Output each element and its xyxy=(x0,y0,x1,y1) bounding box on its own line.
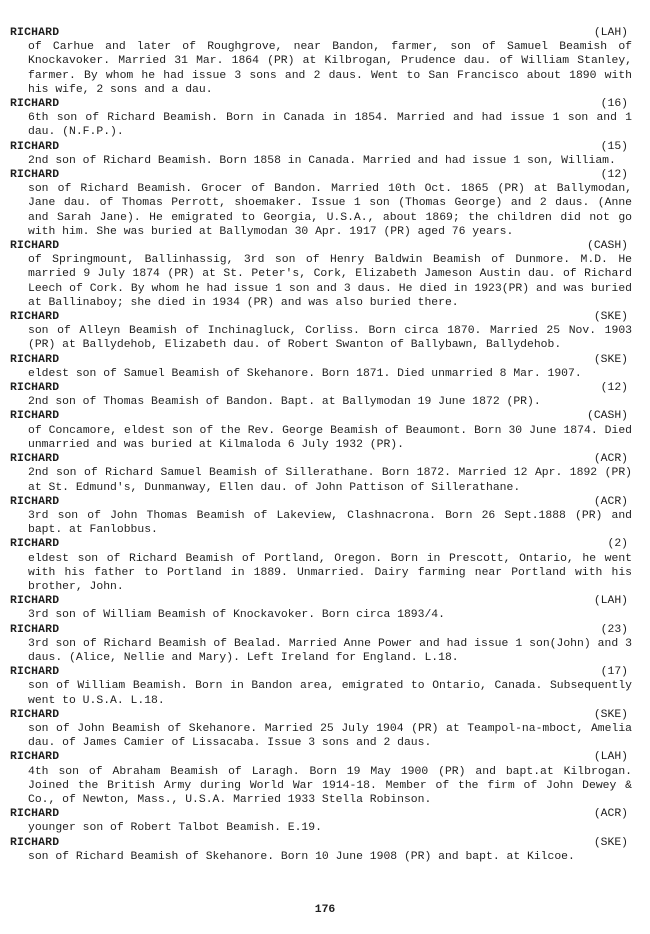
genealogy-entry xyxy=(10,750,632,807)
entry-text: son of Richard Beamish of Skehanore. Born 10 June 1908 (PR) and bapt. at Kilcoe. xyxy=(28,850,575,863)
entry-name: RICHARD xyxy=(10,353,60,366)
entry-name: RICHARD xyxy=(10,311,60,324)
entry-branch-code: (ACR) xyxy=(593,808,628,821)
genealogy-entry xyxy=(10,168,632,239)
entry-text: of Carhue and later of Roughgrove, near Bandon, farmer, son of Samuel Beamish of Knockavoker. Married 31 Mar. 1864 (PR) at Kilbrogan, Prudence dau. of William Stanley, farmer. By whom he had issue 3 sons and 2 daus. Went to San Francisco about 1890 with his wife, 2 sons and a dau. xyxy=(28,41,632,96)
genealogy-entry xyxy=(10,836,632,864)
entry-branch-code: (SKE) xyxy=(593,708,628,721)
entry-text: 2nd son of Thomas Beamish of Bandon. Bapt. at Ballymodan 19 June 1872 (PR). xyxy=(28,396,541,409)
entry-text: son of John Beamish of Skehanore. Married 25 July 1904 (PR) at Teampol-na-mboct, Amelia dau. of James Camier of Lissacaba. Issue 3 sons and 2 daus. xyxy=(28,722,632,750)
entry-heading xyxy=(10,665,632,679)
entry-name: RICHARD xyxy=(10,495,60,508)
entry-branch-code: (CASH) xyxy=(586,240,628,253)
genealogy-entry xyxy=(10,537,632,594)
entry-heading xyxy=(10,140,632,154)
entry-text: 3rd son of Richard Beamish of Bealad. Married Anne Power and had issue 1 son(John) and 3 daus. (Alice, Nellie and Mary). Left Ireland for England. L.18. xyxy=(28,637,632,664)
entry-name: RICHARD xyxy=(10,453,60,466)
entry-text: son of Richard Beamish. Grocer of Bandon. Married 10th Oct. 1865 (PR) at Ballymodan, Jane dau. of Thomas Perrott, shoemaker. Issue 1 son (Thomas George) and 2 daus. (Anne and Sarah Jane). He emigrated to Georgia, U.S.A., about 1869; the children did not go with him. She was buried at Ballymodan 30 Apr. 1917 (PR) aged 76 years. xyxy=(28,183,632,238)
entry-name: RICHARD xyxy=(10,836,60,849)
entry-list xyxy=(10,26,632,864)
entry-branch-code: (SKE) xyxy=(593,836,628,849)
entry-text: of Springmount, Ballinhassig, 3rd son of Henry Baldwin Beamish of Dunmore. M.D. He married 9 July 1874 (PR) at St. Peter's, Cork, Elizabeth Jameson Austin dau. of Richard Leech of Cork. By whom he had issue 1 son and 3 daus. He died in 1923(PR) and was buried at Ballinaboy; she died in 1934 (PR) and was also buried there. xyxy=(28,254,632,309)
entry-branch-code: (LAH) xyxy=(593,27,628,39)
genealogy-entry xyxy=(10,26,632,97)
entry-name: RICHARD xyxy=(10,708,60,721)
entry-text: son of Alleyn Beamish of Inchinagluck, Corliss. Born circa 1870. Married 25 Nov. 1903 (PR) at Ballydehob, Elizabeth dau. of Robert Swanton of Ballybawn, Ballydehob. xyxy=(28,325,632,352)
genealogy-entry xyxy=(10,807,632,835)
entry-name: RICHARD xyxy=(10,751,60,764)
genealogy-entry xyxy=(10,594,632,622)
entry-branch-code: (17) xyxy=(600,666,628,679)
entry-name: RICHARD xyxy=(10,410,60,423)
entry-branch-code: (LAH) xyxy=(593,751,628,764)
entry-heading xyxy=(10,310,632,324)
genealogy-entry xyxy=(10,140,632,168)
entry-text: 2nd son of Richard Beamish. Born 1858 in Canada. Married and had issue 1 son, William. xyxy=(28,154,616,167)
entry-branch-code: (23) xyxy=(600,623,628,636)
genealogy-entry xyxy=(10,353,632,381)
entry-heading xyxy=(10,495,632,509)
entry-heading xyxy=(10,97,632,111)
genealogy-entry xyxy=(10,381,632,409)
entry-text: son of William Beamish. Born in Bandon area, emigrated to Ontario, Canada. Subsequently went to U.S.A. L.18. xyxy=(28,680,632,707)
genealogy-entry xyxy=(10,665,632,708)
entry-name: RICHARD xyxy=(10,382,60,395)
entry-text: younger son of Robert Talbot Beamish. E.19. xyxy=(28,822,322,835)
entry-branch-code: (CASH) xyxy=(586,410,628,423)
entry-branch-code: (ACR) xyxy=(593,453,628,466)
genealogy-entry xyxy=(10,708,632,751)
entry-branch-code: (LAH) xyxy=(593,595,628,608)
page-number: 176 xyxy=(314,904,336,916)
entry-name: RICHARD xyxy=(10,140,60,153)
entry-text: 6th son of Richard Beamish. Born in Canada in 1854. Married and had issue 1 son and 1 dau. (N.F.P.). xyxy=(28,112,632,139)
genealogy-entry xyxy=(10,623,632,666)
entry-heading xyxy=(10,452,632,466)
entry-text: 2nd son of Richard Samuel Beamish of Sillerathane. Born 1872. Married 12 Apr. 1892 (PR) at St. Edmund's, Dunmanway, Ellen dau. of John Pattison of Sillerathane. xyxy=(28,467,632,494)
entry-branch-code: (2) xyxy=(607,538,628,551)
entry-heading xyxy=(10,26,632,40)
genealogy-entry xyxy=(10,452,632,495)
entry-heading xyxy=(10,239,632,253)
entry-heading xyxy=(10,708,632,722)
genealogy-entry xyxy=(10,495,632,538)
entry-text: 4th son of Abraham Beamish of Laragh. Born 19 May 1900 (PR) and bapt.at Kilbrogan. Joined the British Army during World War 1914-18. Member of the firm of John Dewey & Co., of Newton, Mass., U.S.A. Married 1933 Stella Robinson. xyxy=(28,765,632,806)
entry-name: RICHARD xyxy=(10,98,60,111)
entry-text: eldest son of Samuel Beamish of Skehanore. Born 1871. Died unmarried 8 Mar. 1907. xyxy=(28,367,582,380)
entry-heading xyxy=(10,807,632,821)
entry-heading xyxy=(10,750,632,764)
entry-heading xyxy=(10,409,632,423)
entry-name: RICHARD xyxy=(10,240,60,253)
entry-name: RICHARD xyxy=(10,595,60,608)
entry-text: eldest son of Richard Beamish of Portland, Oregon. Born in Prescott, Ontario, he went with his father to Portland in 1889. Unmarried. Dairy farming near Portland with his brother, John. xyxy=(28,552,632,593)
entry-heading xyxy=(10,594,632,608)
entry-heading xyxy=(10,353,632,367)
entry-branch-code: (16) xyxy=(600,98,628,111)
entry-heading xyxy=(10,623,632,637)
entry-heading xyxy=(10,168,632,182)
entry-branch-code: (12) xyxy=(600,169,628,182)
entry-name: RICHARD xyxy=(10,623,60,636)
entry-heading xyxy=(10,836,632,850)
entry-branch-code: (SKE) xyxy=(593,311,628,324)
entry-heading xyxy=(10,537,632,551)
entry-branch-code: (ACR) xyxy=(593,495,628,508)
genealogy-entry xyxy=(10,310,632,353)
entry-name: RICHARD xyxy=(10,808,60,821)
entry-text: of Concamore, eldest son of the Rev. George Beamish of Beaumont. Born 30 June 1874. Died unmarried and was buried at Kilmaloda 6 July 1932 (PR). xyxy=(28,424,632,451)
entry-name: RICHARD xyxy=(10,666,60,679)
entry-text: 3rd son of William Beamish of Knockavoker. Born circa 1893/4. xyxy=(28,609,445,622)
entry-heading xyxy=(10,381,632,395)
genealogy-entry xyxy=(10,239,632,310)
entry-text: 3rd son of John Thomas Beamish of Lakeview, Clashnacrona. Born 26 Sept.1888 (PR) and bapt. at Fanlobbus. xyxy=(28,509,632,537)
entry-branch-code: (12) xyxy=(600,382,628,395)
genealogy-entry xyxy=(10,97,632,140)
entry-branch-code: (SKE) xyxy=(593,353,628,366)
entry-branch-code: (15) xyxy=(600,140,628,153)
genealogy-entry xyxy=(10,409,632,452)
entry-name: RICHARD xyxy=(10,27,60,39)
entry-name: RICHARD xyxy=(10,538,60,551)
entry-name: RICHARD xyxy=(10,169,60,182)
